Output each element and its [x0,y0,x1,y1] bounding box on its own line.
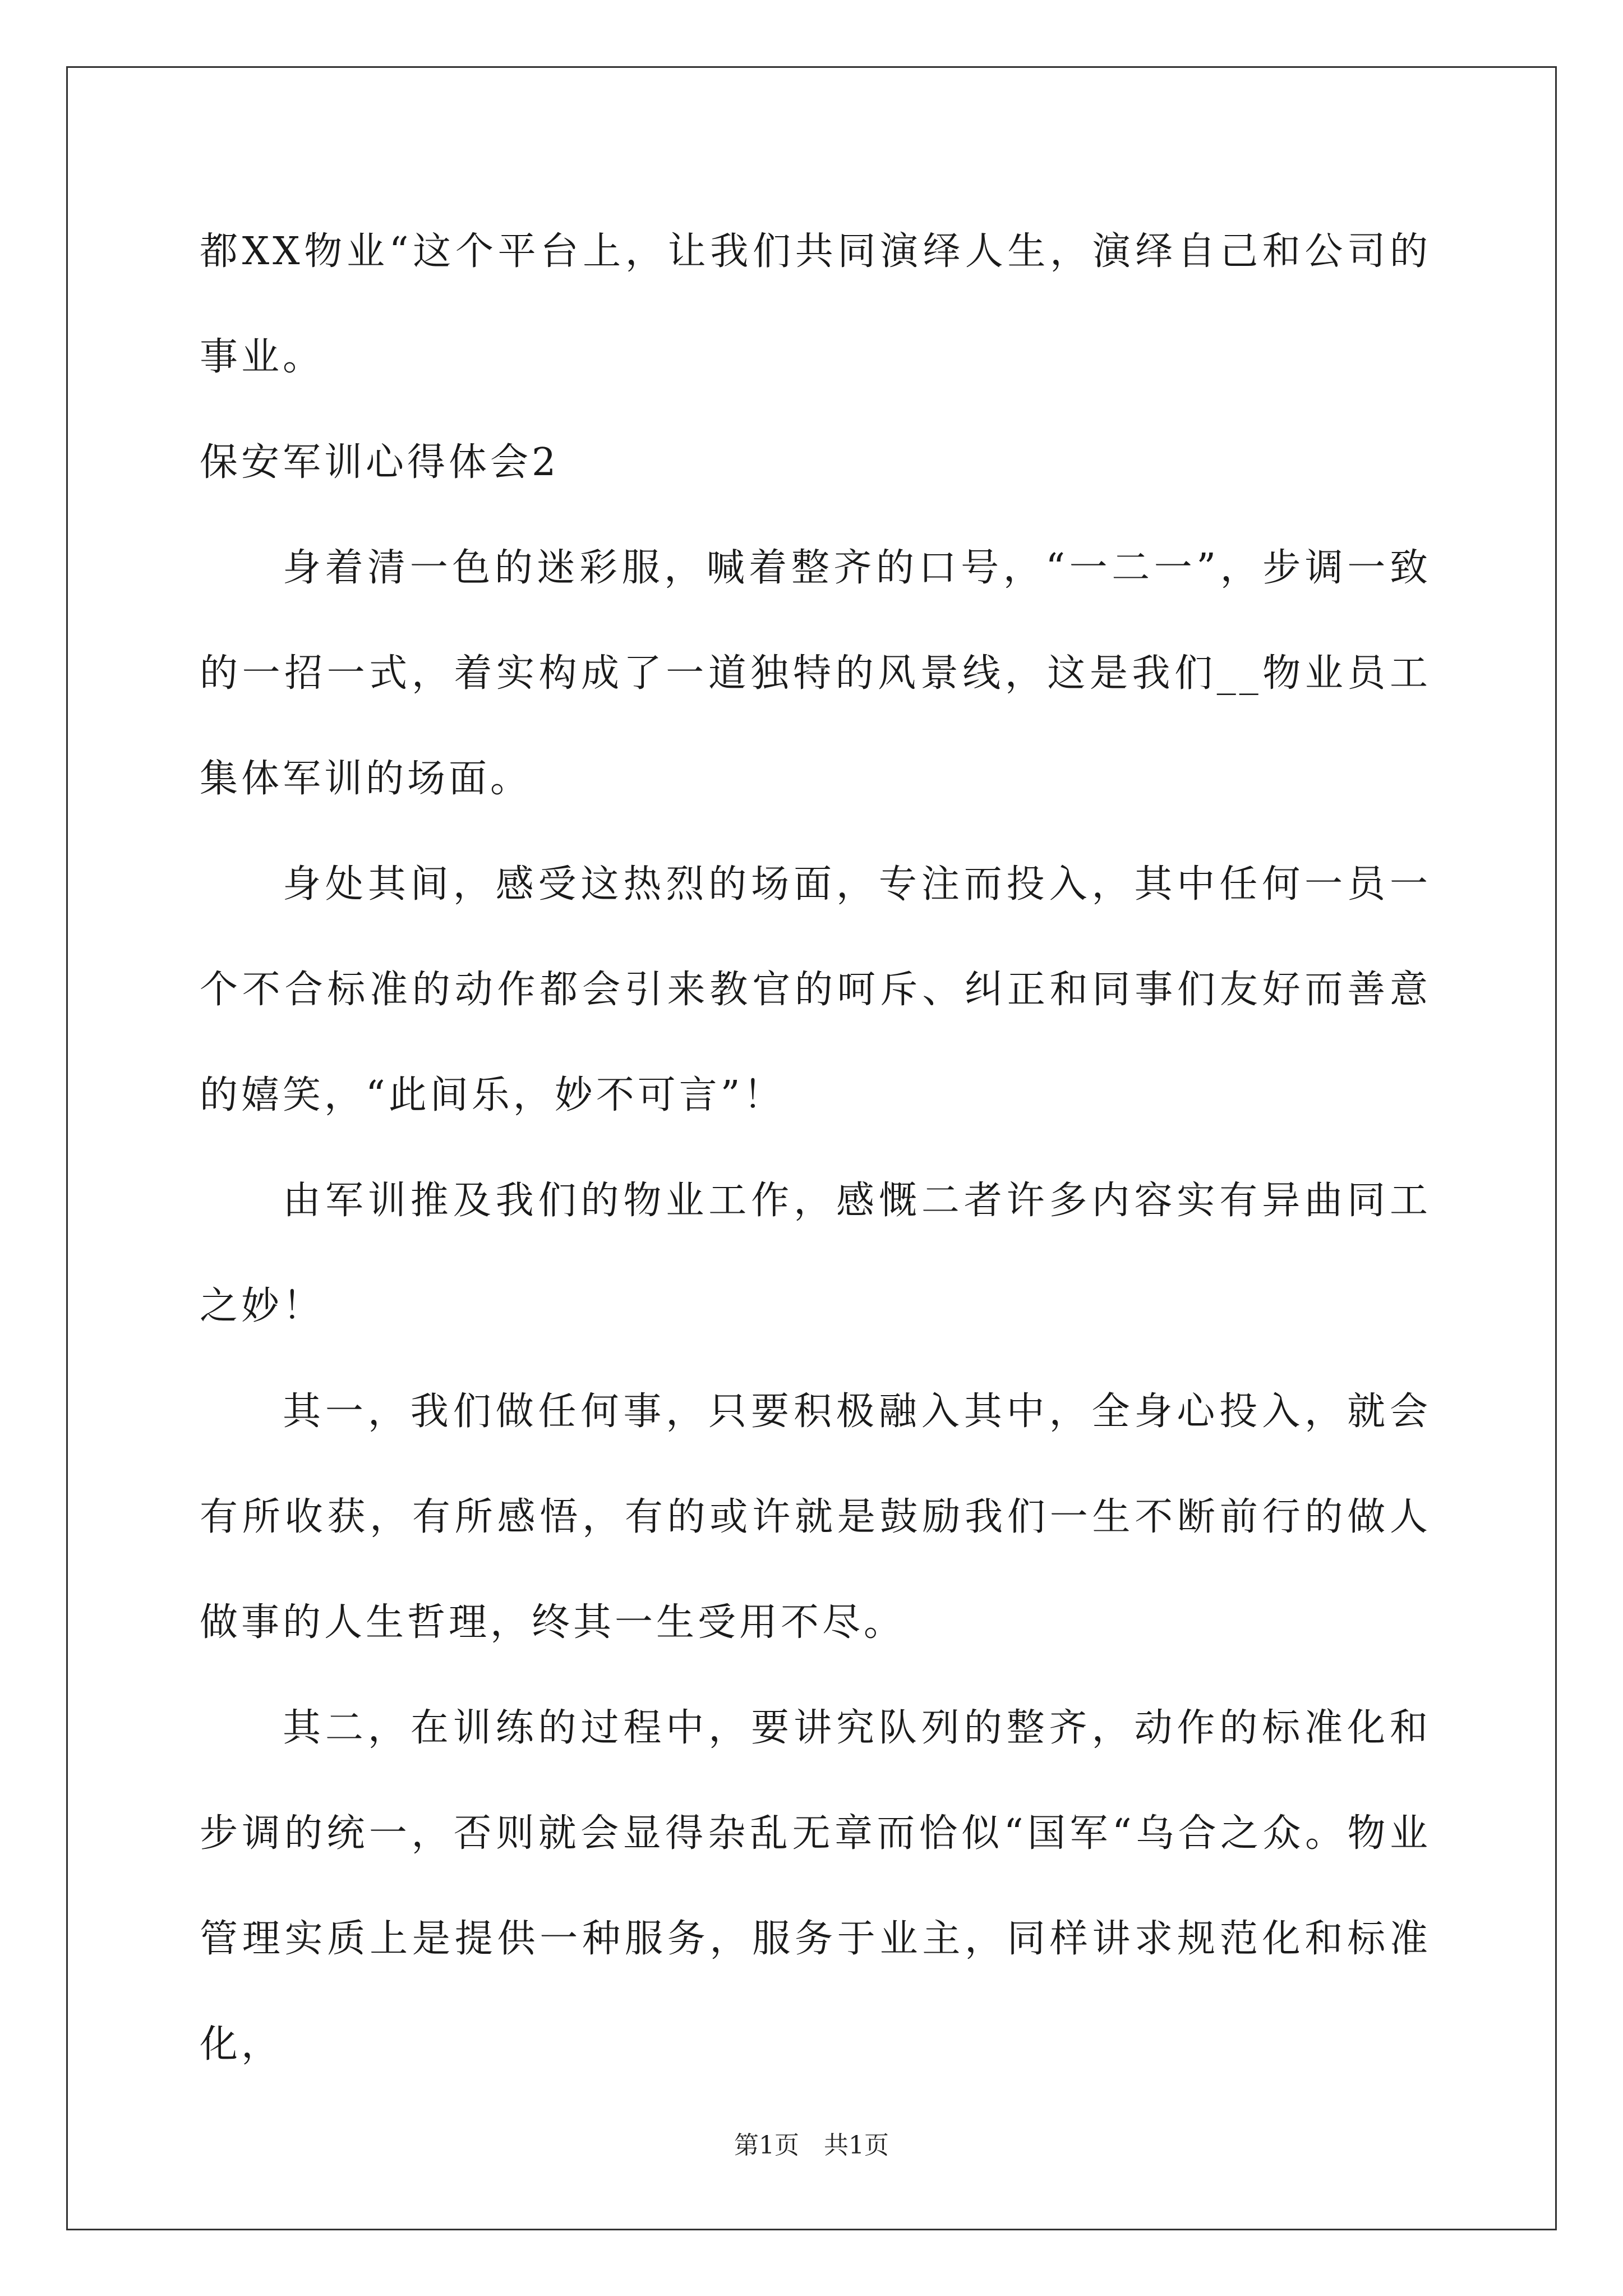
paragraph-continuation: 都XX物业“这个平台上，让我们共同演绎人生，演绎自己和公司的事业。 [200,229,1431,379]
page-footer: 第1页 共1页 [734,2131,889,2160]
paragraph: 身处其间，感受这热烈的场面，专注而投入，其中任何一员一个不合标准的动作都会引来教官的呵斥、纠正和同事们友好而善意的嬉笑，“此间乐，妙不可言”！ [200,862,1431,1117]
paragraph: 身着清一色的迷彩服，喊着整齐的口号，“一二一”，步调一致的一招一式，着实构成了一道独特的风景线，这是我们__物业员工集体军训的场面。 [200,546,1431,801]
paragraph: 由军训推及我们的物业工作，感慨二者许多内容实有异曲同工之妙！ [200,1179,1431,1328]
section-title: 保安军训心得体会2 [200,440,560,485]
paragraph: 其二，在训练的过程中，要讲究队列的整齐，动作的标准化和步调的统一，否则就会显得杂乱无章而恰似“国军“乌合之众。物业管理实质上是提供一种服务，服务于业主，同样讲求规范化和标准化， [200,1706,1431,2067]
document-body [200,199,1431,2097]
paragraph: 其一，我们做任何事，只要积极融入其中，全身心投入，就会有所收获，有所感悟，有的或许就是鼓励我们一生不断前行的做人做事的人生哲理，终其一生受用不尽。 [200,1389,1431,1645]
